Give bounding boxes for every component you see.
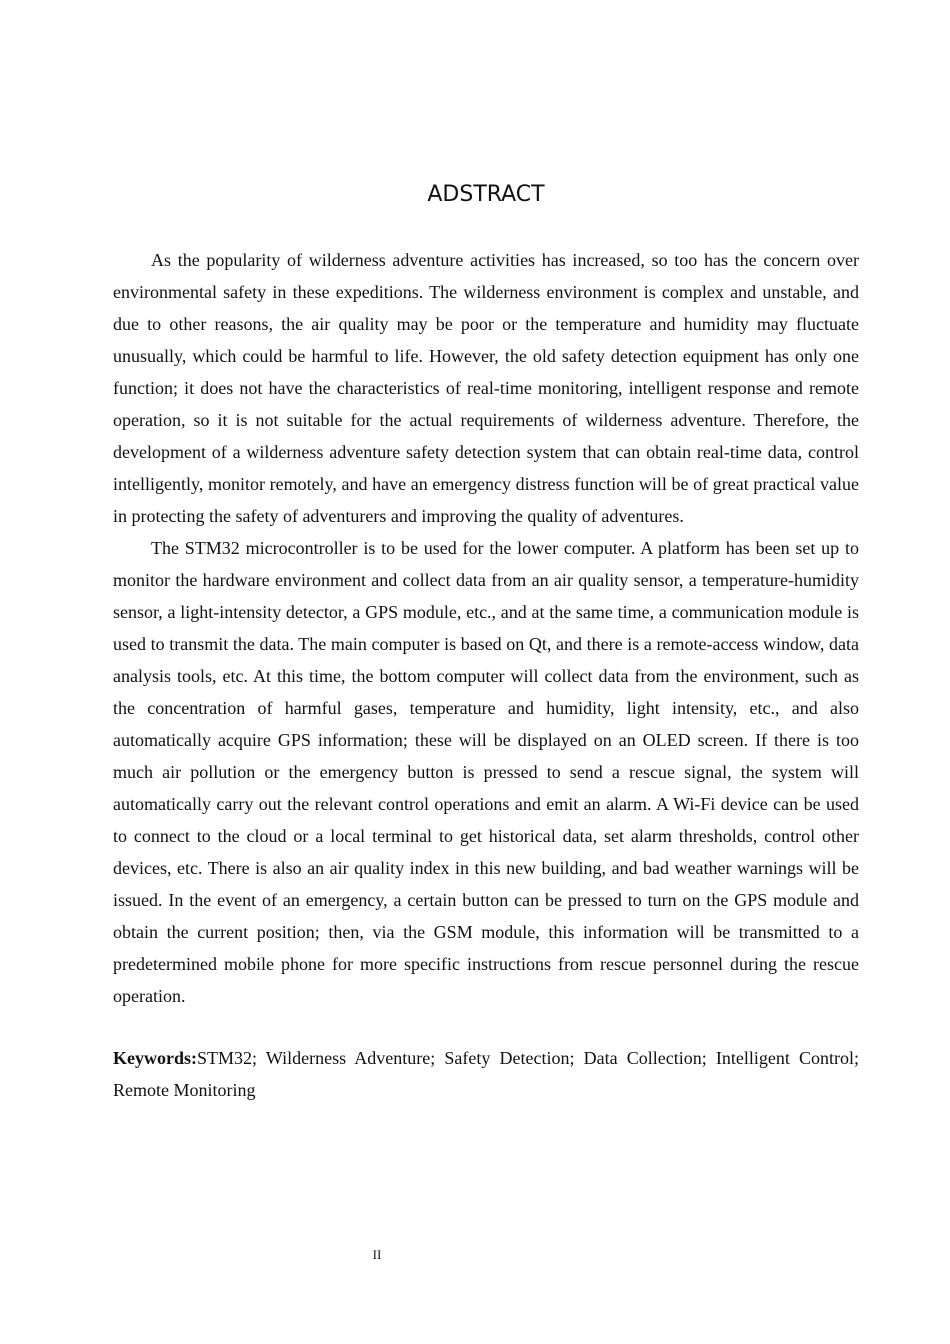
keywords-line (113, 1042, 859, 1106)
abstract-paragraph-2: The STM32 microcontroller is to be used for the lower computer. A platform has been set up to monitor the hardware environment and collect data from an air quality sensor, a temperature-humidity sensor, a light-intensity detector, a GPS module, etc., and at the same time, a communication module is used to transmit the data. The main computer is based on Qt, and there is a remote-access window, data analysis tools, etc. At this time, the bottom computer will collect data from the environment, such as the concentration of harmful gases, temperature and humidity, light intensity, etc., and also automatically acquire GPS information; these will be displayed on an OLED screen. If there is too much air pollution or the emergency button is pressed to send a rescue signal, the system will automatically carry out the relevant control operations and emit an alarm. A Wi-Fi device can be used to connect to the cloud or a local terminal to get historical data, set alarm thresholds, control other devices, etc. There is also an air quality index in this new building, and bad weather warnings will be issued. In the event of an emergency, a certain button can be pressed to turn on the GPS module and obtain the current position; then, via the GSM module, this information will be transmitted to a predetermined mobile phone for more specific instructions from rescue personnel during the rescue operation. (113, 538, 859, 1006)
keywords-label: Keywords: (113, 1048, 197, 1068)
abstract-body (113, 244, 859, 1012)
abstract-title: ADSTRACT (427, 182, 545, 207)
page-number: II (372, 1247, 382, 1262)
abstract-paragraph-1: As the popularity of wilderness adventure activities has increased, so too has the concern over environmental safety in these expeditions. The wilderness environment is complex and unstable, and due to other reasons, the air quality may be poor or the temperature and humidity may fluctuate unusually, which could be harmful to life. However, the old safety detection equipment has only one function; it does not have the characteristics of real-time monitoring, intelligent response and remote operation, so it is not suitable for the actual requirements of wilderness adventure. Therefore, the development of a wilderness adventure safety detection system that can obtain real-time data, control intelligently, monitor remotely, and have an emergency distress function will be of great practical value in protecting the safety of adventurers and improving the quality of adventures. (113, 250, 859, 526)
keywords-text: STM32; Wilderness Adventure; Safety Detection; Data Collection; Intelligent Control; Remote Monitoring (113, 1048, 859, 1100)
